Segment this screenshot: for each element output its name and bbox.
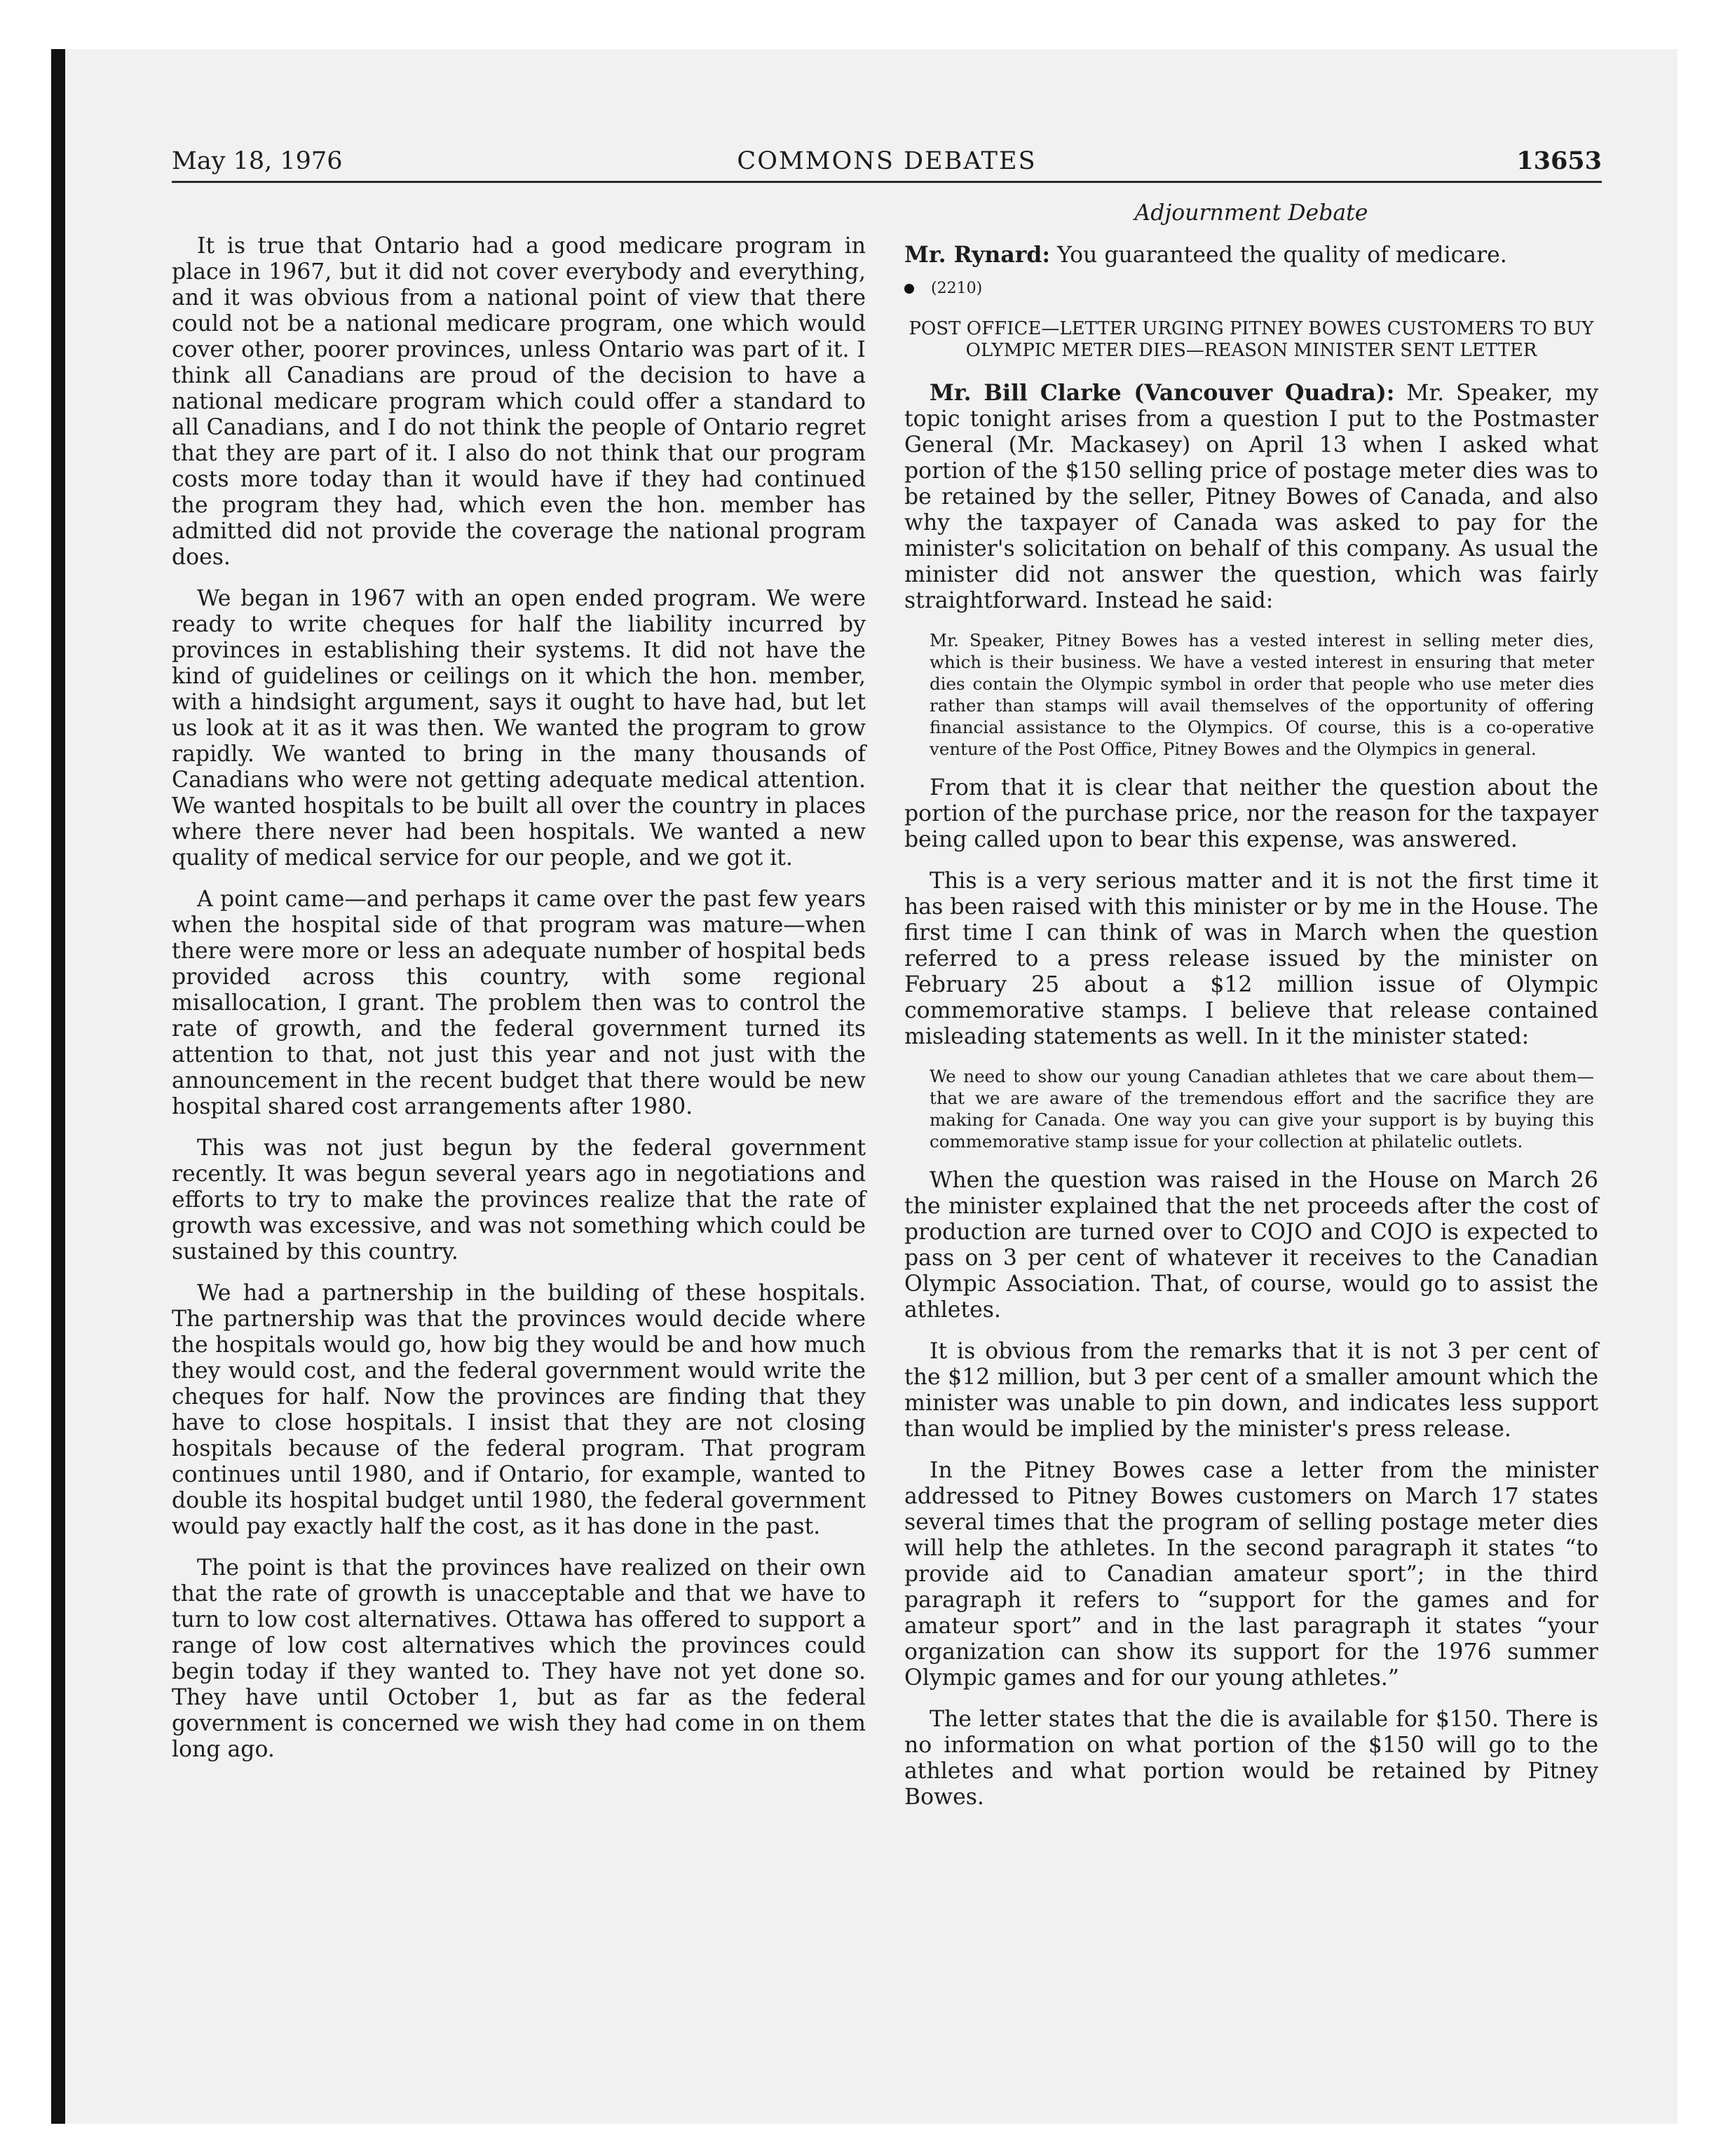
left-column [172, 233, 866, 1778]
remark-text: You guaranteed the quality of medicare. [1057, 243, 1507, 268]
bullet-dot-icon [904, 284, 914, 294]
paragraph: In the Pitney Bowes case a letter from the minister addressed to Pitney Bowes customers on March 17 states several times that the program of selling postage meter dies will help the athletes. In the second paragraph it states “to provide aid to Canadian amateur sport”; in the third paragraph it refers to “support for the games and for amateur sport” and in the last paragraph it states “your organization can show its support for the 1976 summer Olympic games and for our young athletes.” [904, 1458, 1598, 1691]
rynard-remark [904, 242, 1598, 268]
right-column [904, 200, 1598, 1826]
paragraph: From that it is clear that neither the question about the portion of the purchase price, nor the reason for the taxpayer being called upon to bear this expense, was answered. [904, 775, 1598, 852]
header-date: May 18, 1976 [172, 147, 343, 175]
speaker-name: Mr. Rynard: [904, 242, 1050, 268]
paragraph: When the question was raised in the House on March 26 the minister explained that the net proceeds after the cost of production are turned over to COJO and COJO is expected to pass on 3 per cent of whatever it receives to the Canadian Olympic Association. That, of course, would go to assist the athletes. [904, 1168, 1598, 1323]
paragraph: A point came—and perhaps it came over the past few years when the hospital side of that program was mature—when there were more or less an adequate number of hospital beds provided across this country, with some regional misallocation, I grant. The problem then was to control the rate of growth, and the federal government turned its attention to that, not just this year and not just with the announcement in the recent budget that there would be new hospital shared cost arrangements after 1980. [172, 887, 866, 1119]
page-header [172, 142, 1602, 183]
paragraph: We had a partnership in the building of these hospitals. The partnership was that the provinces would decide where the hospitals would go, how big they would be and how much they would cost, and the federal government would write the cheques for half. Now the provinces are finding that they have to close hospitals. I insist that they are not closing hospitals because of the federal program. That program continues until 1980, and if Ontario, for example, wanted to double its hospital budget until 1980, the federal government would pay exactly half the cost, as it has done in the past. [172, 1281, 866, 1539]
paragraph: It is true that Ontario had a good medicare program in place in 1967, but it did not cover everybody and everything, and it was obvious from a national point of view that there could not be a national medicare program, one which would cover other, poorer provinces, unless Ontario was part of it. I think all Canadians are proud of the decision to have a national medicare program which could offer a standard to all Canadians, and I do not think the people of Ontario regret that they are part of it. I also do not think that our program costs more today than it would have if they had continued the program they had, which even the hon. member has admitted did not provide the coverage the national program does. [172, 233, 866, 570]
block-quote: We need to show our young Canadian athletes that we care about them—that we are aware of the tremendous effort and the sacrifice they are making for Canada. One way you can give your support is by buying this commemorative stamp issue for your collection at philatelic outlets. [930, 1066, 1594, 1152]
speaker-name: Mr. Bill Clarke (Vancouver Quadra): [930, 380, 1395, 406]
block-quote: Mr. Speaker, Pitney Bowes has a vested interest in selling meter dies, which is their business. We have a vested interest in ensuring that meter dies contain the Olympic symbol in order that people who use meter dies rather than stamps will avail themselves of the opportunity of offering financial assistance to the Olympics. Of course, this is a co-operative venture of the Post Office, Pitney Bowes and the Olympics in general. [930, 630, 1594, 759]
section-heading: POST OFFICE—LETTER URGING PITNEY BOWES CUSTOMERS TO BUY OLYMPIC METER DIES—REASON MINISTER SENT LETTER [909, 318, 1594, 361]
paragraph: The point is that the provinces have realized on their own that the rate of growth is unacceptable and that we have to turn to low cost alternatives. Ottawa has offered to support a range of low cost alternatives which the provinces could begin today if they wanted to. They have not yet done so. They have until October 1, but as far as the federal government is concerned we wish they had come in on them long ago. [172, 1555, 866, 1762]
section-label: Adjournment Debate [1134, 200, 1368, 226]
time-marker [904, 275, 1598, 301]
paragraph: This was not just begun by the federal government recently. It was begun several years ago in negotiations and efforts to try to make the provinces realize that the rate of growth was excessive, and was not something which could be sustained by this country. [172, 1135, 866, 1264]
header-page-number: 13653 [1516, 146, 1602, 175]
speech-text: Mr. Speaker, my topic tonight arises from a question I put to the Postmaster General (Mr. Mackasey) on April 13 when I asked what portion of the $150 selling price of postage meter dies was to be retained by the seller, Pitney Bowes of Canada, and also why the taxpayer of Canada was asked to pay for the minister's solicitation on behalf of this company. As usual the minister did not answer the question, which was fairly straightforward. Instead he said: [904, 381, 1599, 613]
header-title: COMMONS DEBATES [737, 147, 1037, 175]
time-marker-text: (2210) [931, 280, 983, 297]
paragraph: The letter states that the die is available for $150. There is no information on what portion of the $150 will go to the athletes and what portion would be retained by Pitney Bowes. [904, 1707, 1598, 1810]
paragraph: We began in 1967 with an open ended program. We were ready to write cheques for half the liability incurred by provinces in establishing their systems. It did not have the kind of guidelines or ceilings on it which the hon. member, with a hindsight argument, says it ought to have had, but let us look at it as it was then. We wanted the program to grow rapidly. We wanted to bring in the many thousands of Canadians who were not getting adequate medical attention. We wanted hospitals to be built all over the country in places where there never had been hospitals. We wanted a new quality of medical service for our people, and we got it. [172, 586, 866, 871]
clarke-speech [904, 380, 1598, 614]
paragraph: This is a very serious matter and it is not the first time it has been raised with this minister or by me in the House. The first time I can think of was in March when the question referred to a press release issued by the minister on February 25 about a $12 million issue of Olympic commemorative stamps. I believe that release contained misleading statements as well. In it the minister stated: [904, 868, 1598, 1049]
scan-border [51, 49, 65, 2124]
paragraph: It is obvious from the remarks that it is not 3 per cent of the $12 million, but 3 per cent of a smaller amount which the minister was unable to pin down, and indicates less support than would be implied by the minister's press release. [904, 1339, 1598, 1442]
